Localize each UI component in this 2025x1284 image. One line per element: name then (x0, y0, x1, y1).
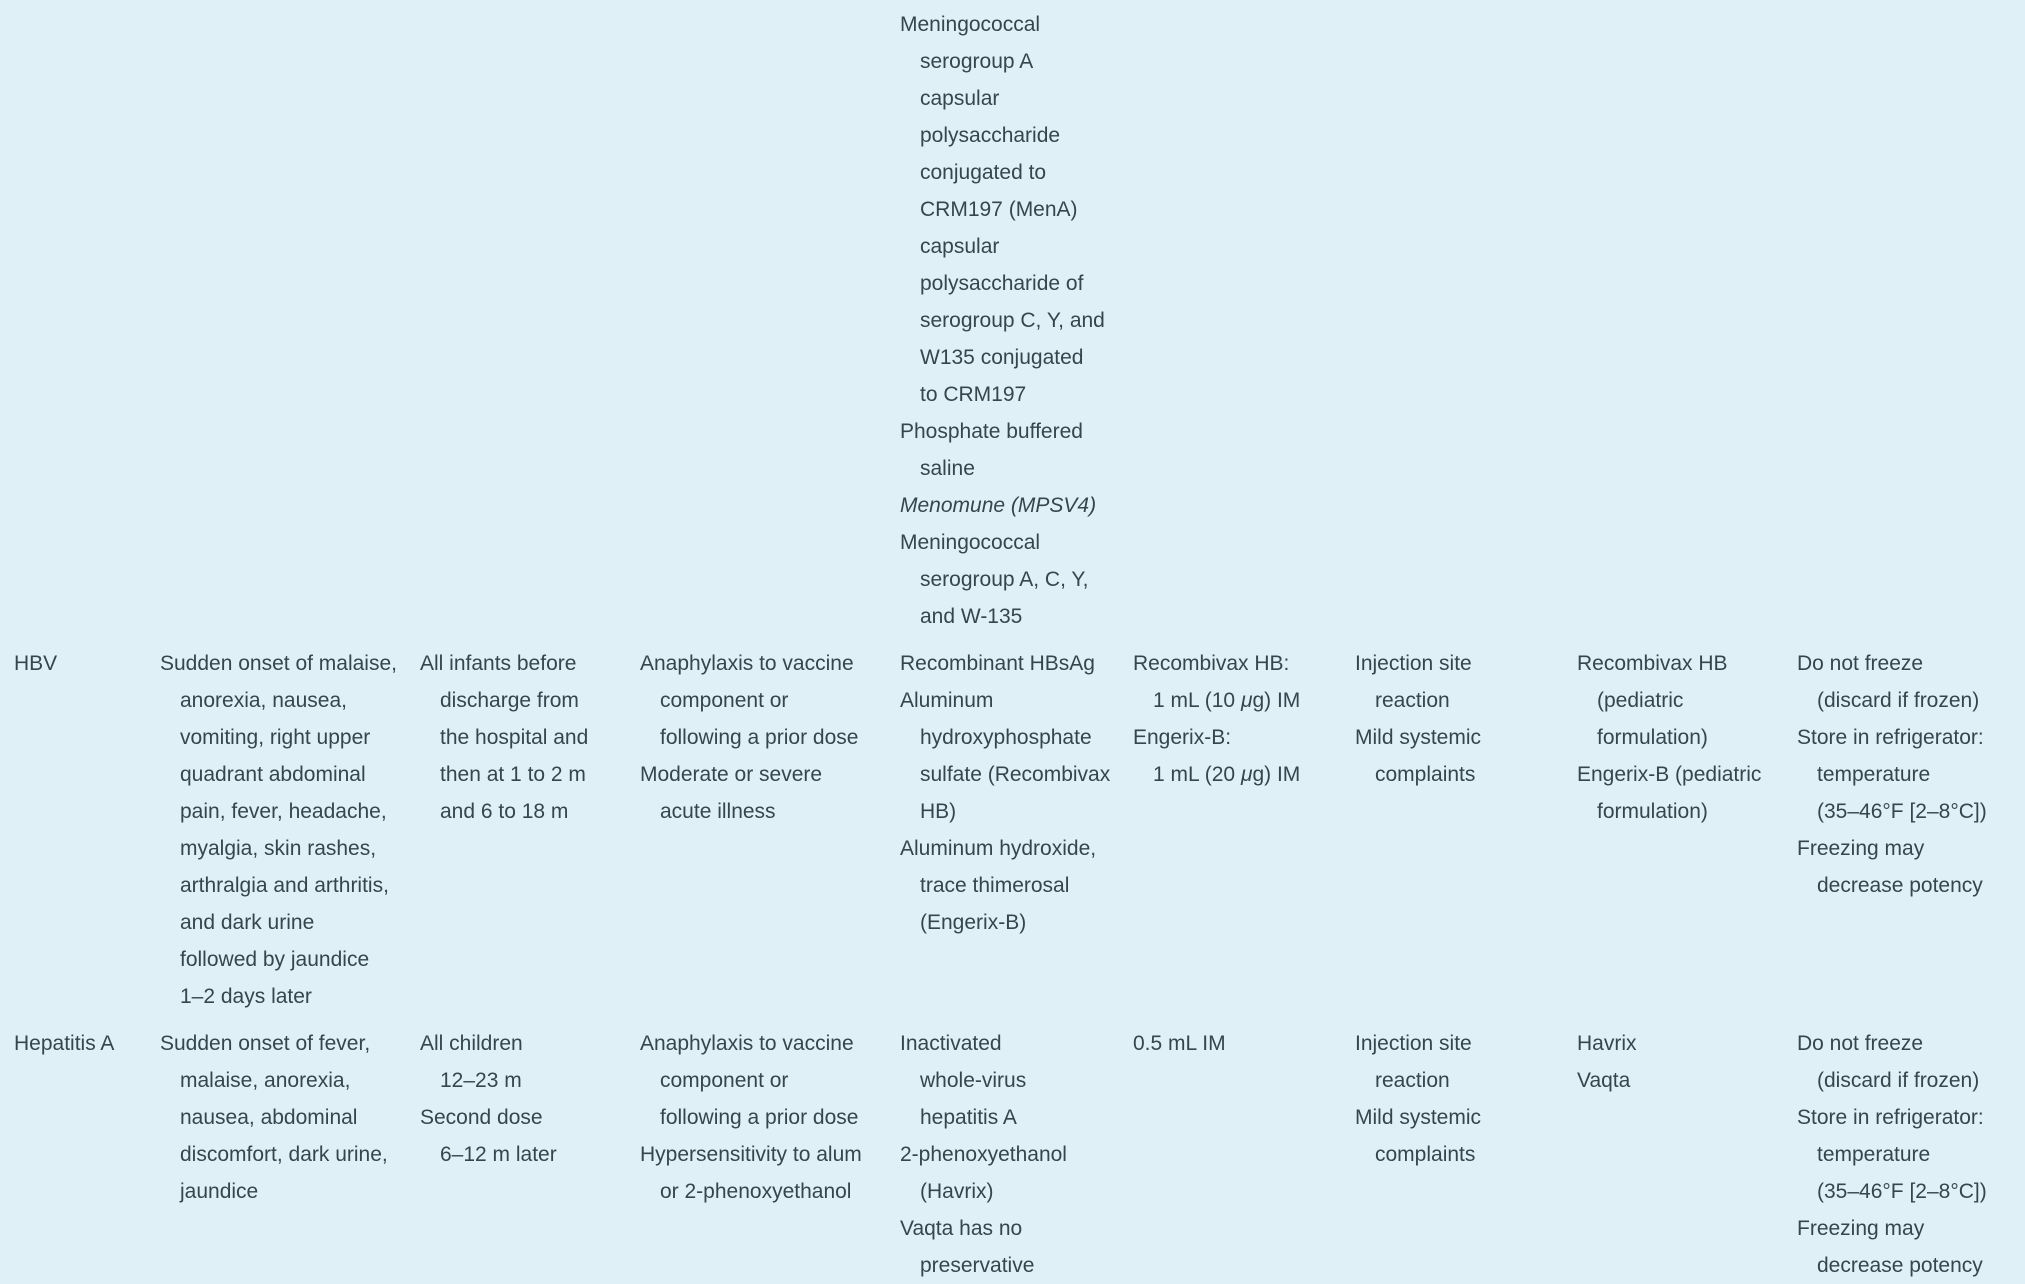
cell-contraindications (640, 1025, 900, 1210)
cell-clinical-features (160, 1025, 420, 1210)
cell-adverse-reactions (1355, 645, 1577, 793)
text-line: polysaccharide of (920, 272, 1084, 295)
text-line: acute illness (660, 800, 776, 823)
text-line: Anaphylaxis to vaccine (640, 1032, 854, 1055)
text-line: Injection site (1355, 652, 1472, 675)
text-line: Engerix-B: (1133, 726, 1232, 749)
text-line: reaction (1375, 689, 1450, 712)
text-line: myalgia, skin rashes, (180, 837, 377, 860)
text-line: 1 mL (20 μg) IM (1153, 763, 1301, 786)
text-line: arthralgia and arthritis, (180, 874, 389, 897)
text-line: Vaqta has no (900, 1217, 1023, 1240)
text-line: following a prior dose (660, 726, 859, 749)
cell-disease (14, 1025, 160, 1062)
cell-trade-names (1577, 1025, 1797, 1099)
mu-symbol: μ (1240, 763, 1253, 786)
cell-dose-route (1133, 645, 1355, 793)
text-line: followed by jaundice (180, 948, 370, 971)
text-line: conjugated to (920, 161, 1047, 184)
cell-schedule (420, 645, 640, 830)
text-line: Aluminum (900, 689, 994, 712)
cell-contraindications (640, 645, 900, 830)
text-line: nausea, abdominal (180, 1106, 358, 1129)
cell-storage (1797, 645, 2025, 904)
text-line: pain, fever, headache, (180, 800, 387, 823)
text-line: (Havrix) (920, 1180, 994, 1203)
text-line: (discard if frozen) (1817, 689, 1980, 712)
cell-composition (900, 1025, 1133, 1284)
text-line: reaction (1375, 1069, 1450, 1092)
text-line: discharge from (440, 689, 579, 712)
text-line: sulfate (Recombivax (920, 763, 1111, 786)
cell-adverse-reactions (1355, 6, 1577, 7)
text-line: following a prior dose (660, 1106, 859, 1129)
text-line: Do not freeze (1797, 652, 1924, 675)
cell-clinical-features (160, 645, 420, 1015)
text-line: Recombinant HBsAg (900, 652, 1095, 675)
text-line: Sudden onset of fever, (160, 1032, 371, 1055)
text-line: hepatitis A (920, 1106, 1017, 1129)
text-line: (pediatric (1597, 689, 1684, 712)
cell-storage (1797, 6, 2025, 7)
text-line: to CRM197 (920, 383, 1027, 406)
text-line: preservative (920, 1254, 1035, 1277)
text-line: quadrant abdominal (180, 763, 366, 786)
text-line: 2-phenoxyethanol (900, 1143, 1067, 1166)
text-line: Phosphate buffered (900, 420, 1083, 443)
text-line: Recombivax HB (1577, 652, 1728, 675)
cell-composition (900, 6, 1133, 635)
text-line: 6–12 m later (440, 1143, 557, 1166)
text-line: Do not freeze (1797, 1032, 1924, 1055)
cell-storage (1797, 1025, 2025, 1284)
text-line: (35–46°F [2–8°C]) (1817, 1180, 1987, 1203)
text-line: CRM197 (MenA) (920, 198, 1078, 221)
cell-trade-names (1577, 645, 1797, 830)
text-line: 0.5 mL IM (1133, 1032, 1226, 1055)
text-line: HBV (14, 652, 58, 675)
text-line: Inactivated (900, 1032, 1002, 1055)
table-row (14, 6, 2025, 635)
text-line: Injection site (1355, 1032, 1472, 1055)
text-line: temperature (1817, 763, 1931, 786)
text-line: Second dose (420, 1106, 543, 1129)
text-line: Hepatitis A (14, 1032, 115, 1055)
mu-symbol: μ (1240, 689, 1253, 712)
text-line: Engerix-B (pediatric (1577, 763, 1762, 786)
cell-dose-route (1133, 1025, 1355, 1062)
text-line: complaints (1375, 763, 1476, 786)
text-line: whole-virus (920, 1069, 1027, 1092)
text-line: Store in refrigerator: (1797, 726, 1984, 749)
text-line: malaise, anorexia, (180, 1069, 351, 1092)
text-line: temperature (1817, 1143, 1931, 1166)
text-line: (discard if frozen) (1817, 1069, 1980, 1092)
cell-disease (14, 6, 160, 7)
text-line: and 6 to 18 m (440, 800, 569, 823)
text-line: anorexia, nausea, (180, 689, 347, 712)
text-line: Freezing may (1797, 837, 1925, 860)
text-line: Menomune (MPSV4) (900, 494, 1097, 517)
text-line: component or (660, 689, 789, 712)
text-line: the hospital and (440, 726, 589, 749)
text-line: Hypersensitivity to alum (640, 1143, 862, 1166)
text-line: hydroxyphosphate (920, 726, 1092, 749)
text-line: (35–46°F [2–8°C]) (1817, 800, 1987, 823)
text-line: and W-135 (920, 605, 1023, 628)
cell-trade-names (1577, 6, 1797, 7)
text-line: decrease potency (1817, 1254, 1983, 1277)
text-line: HB) (920, 800, 957, 823)
text-line: capsular (920, 87, 1000, 110)
text-line: Moderate or severe (640, 763, 823, 786)
cell-schedule (420, 1025, 640, 1173)
text-line: formulation) (1597, 800, 1708, 823)
cell-schedule (420, 6, 640, 7)
text-line: then at 1 to 2 m (440, 763, 586, 786)
text-line: capsular (920, 235, 1000, 258)
text-line: Anaphylaxis to vaccine (640, 652, 854, 675)
text-line: Meningococcal (900, 13, 1041, 36)
text-line: (Engerix-B) (920, 911, 1027, 934)
text-line: 1 mL (10 μg) IM (1153, 689, 1301, 712)
text-line: Sudden onset of malaise, (160, 652, 397, 675)
text-line: vomiting, right upper (180, 726, 371, 749)
text-line: Aluminum hydroxide, (900, 837, 1097, 860)
cell-adverse-reactions (1355, 1025, 1577, 1173)
text-line: All children (420, 1032, 523, 1055)
text-line: formulation) (1597, 726, 1708, 749)
text-line: Freezing may (1797, 1217, 1925, 1240)
text-line: Recombivax HB: (1133, 652, 1290, 675)
cell-disease (14, 645, 160, 682)
text-line: Store in refrigerator: (1797, 1106, 1984, 1129)
text-line: serogroup C, Y, and (920, 309, 1105, 332)
cell-clinical-features (160, 6, 420, 7)
text-line: 1–2 days later (180, 985, 312, 1008)
text-line: or 2-phenoxyethanol (660, 1180, 852, 1203)
cell-dose-route (1133, 6, 1355, 7)
text-line: Mild systemic (1355, 1106, 1482, 1129)
text-line: 12–23 m (440, 1069, 522, 1092)
cell-contraindications (640, 6, 900, 7)
text-line: Havrix (1577, 1032, 1637, 1055)
text-line: All infants before (420, 652, 577, 675)
text-line: Vaqta (1577, 1069, 1631, 1092)
table-row (14, 645, 2025, 1015)
text-line: Meningococcal (900, 531, 1041, 554)
text-line: component or (660, 1069, 789, 1092)
text-line: discomfort, dark urine, (180, 1143, 388, 1166)
text-line: complaints (1375, 1143, 1476, 1166)
text-line: polysaccharide (920, 124, 1061, 147)
table-row (14, 1025, 2025, 1284)
cell-composition (900, 645, 1133, 941)
text-line: Mild systemic (1355, 726, 1482, 749)
text-line: serogroup A (920, 50, 1034, 73)
text-line: and dark urine (180, 911, 315, 934)
text-line: decrease potency (1817, 874, 1983, 897)
text-line: serogroup A, C, Y, (920, 568, 1089, 591)
text-line: jaundice (180, 1180, 259, 1203)
text-line: trace thimerosal (920, 874, 1070, 897)
text-line: saline (920, 457, 975, 480)
text-line: W135 conjugated (920, 346, 1084, 369)
